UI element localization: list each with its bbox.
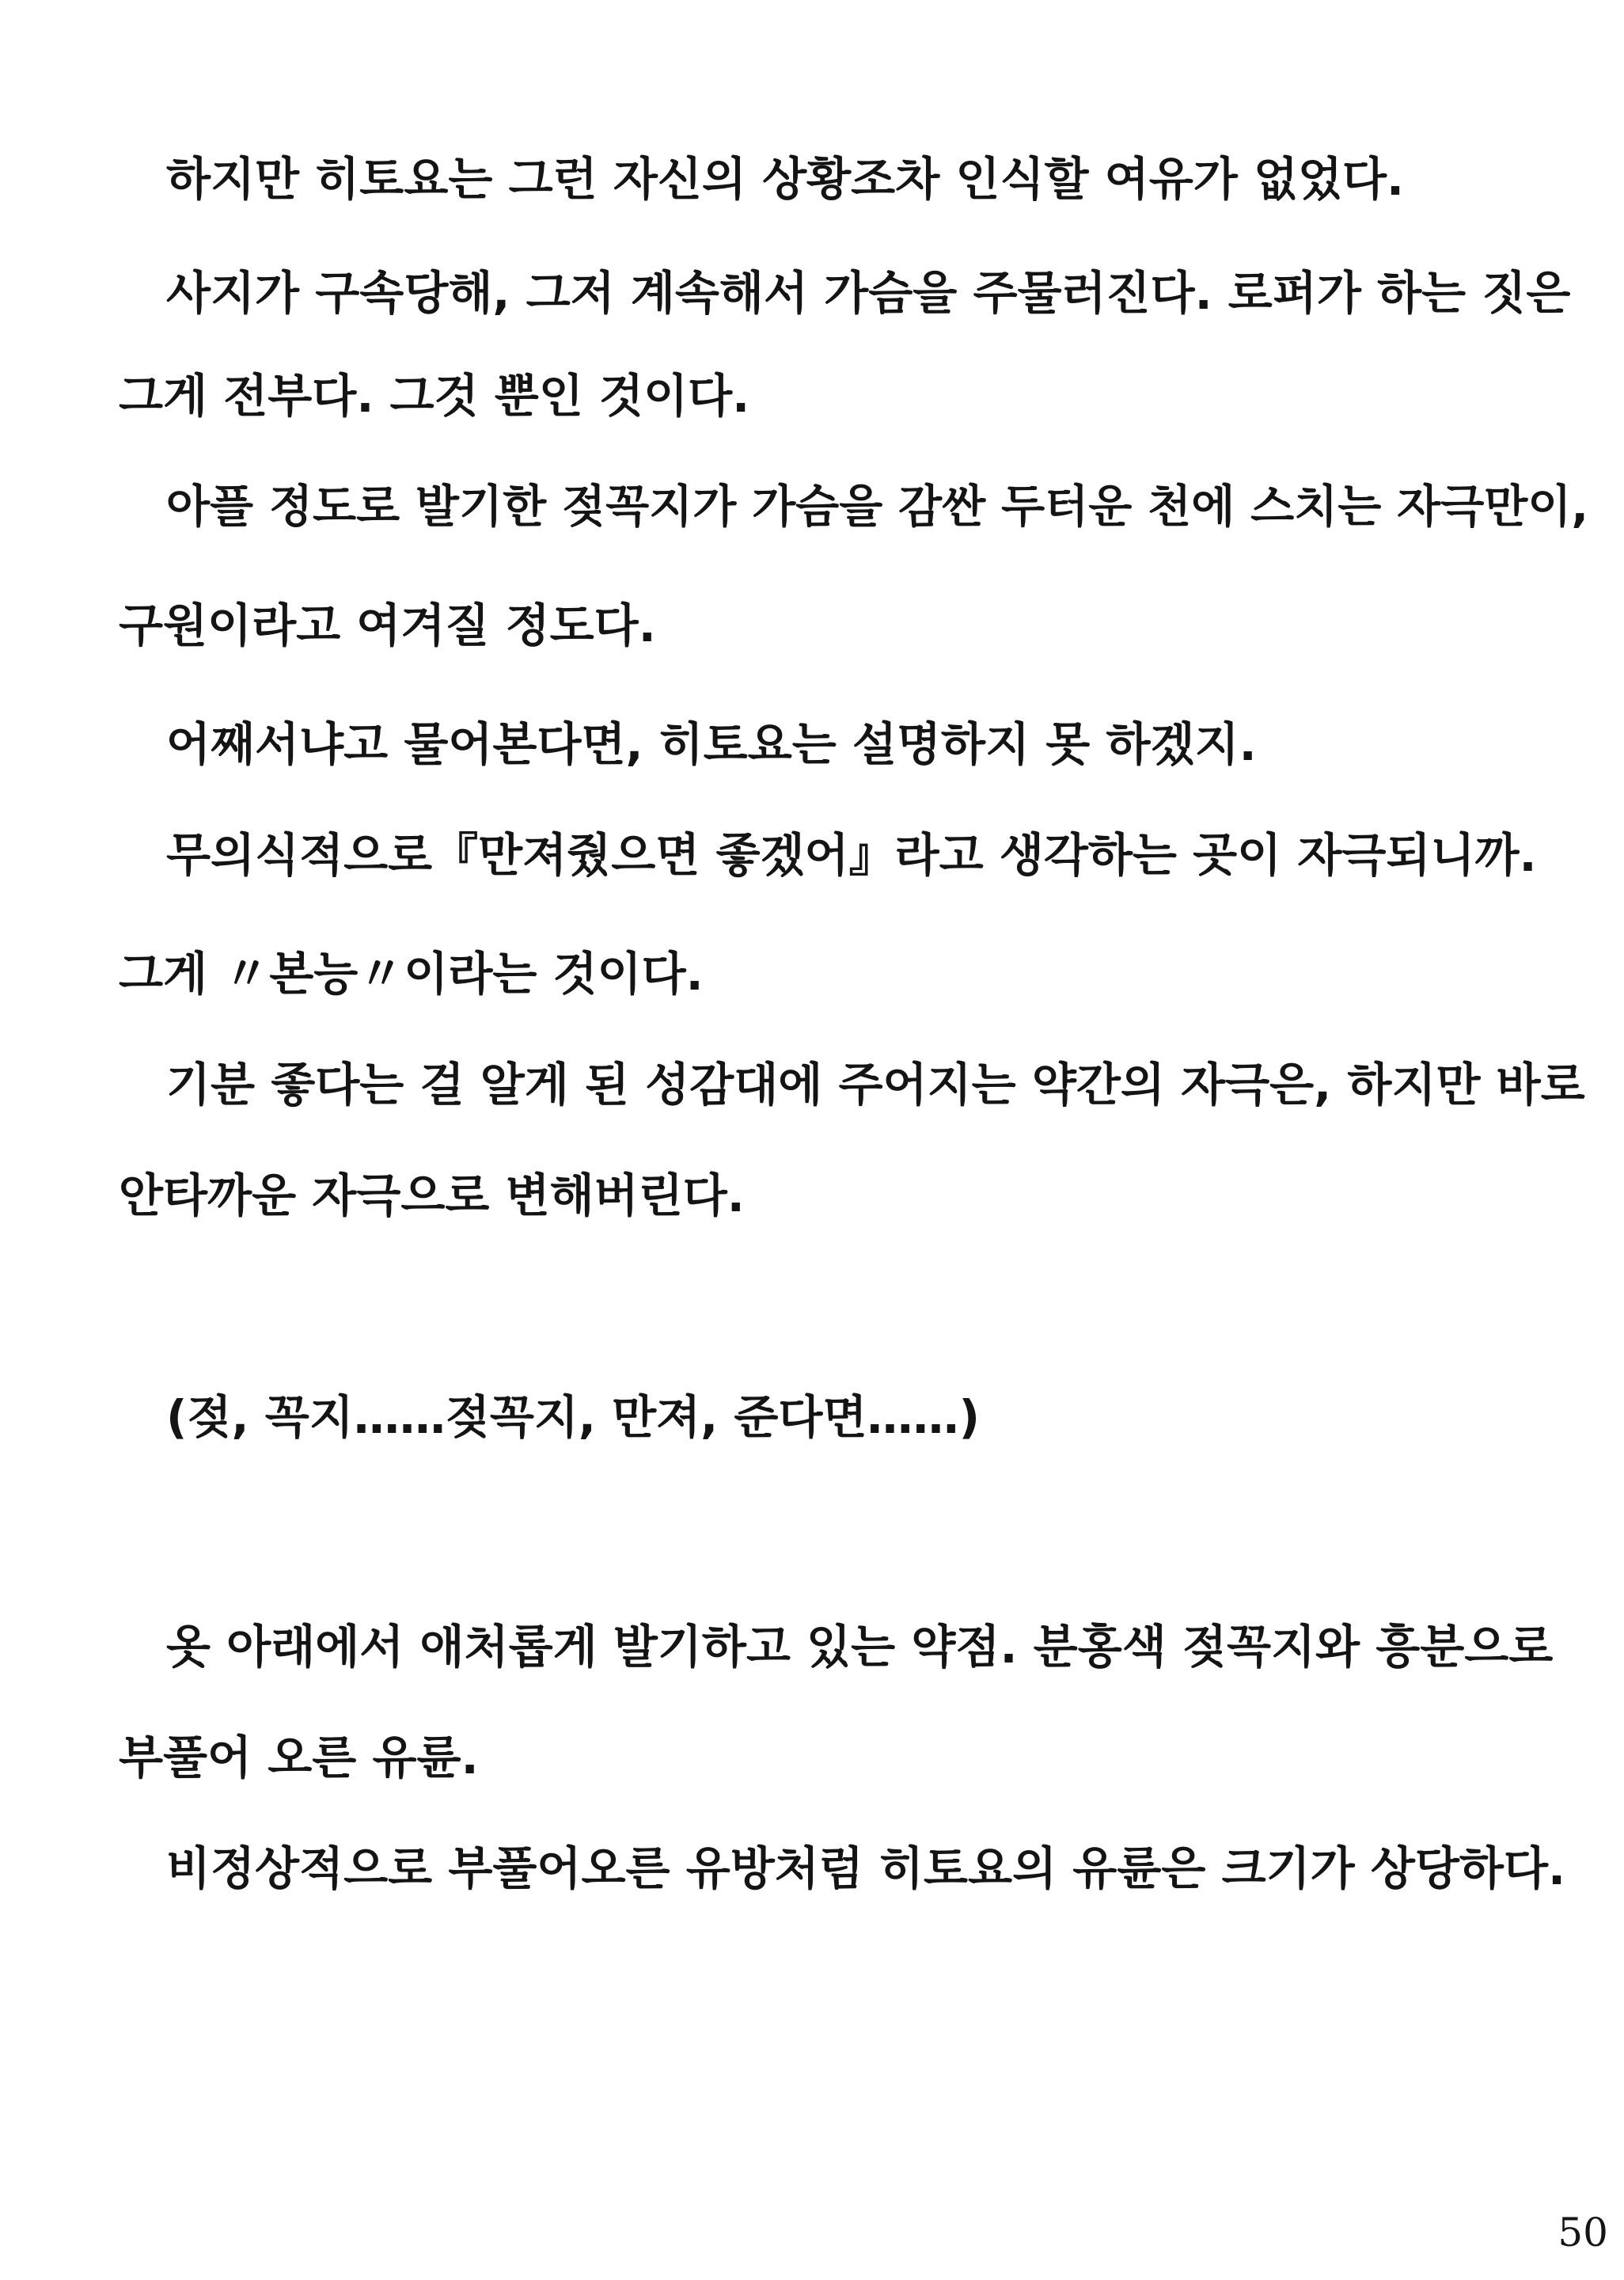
text-line-10: 안타까운 자극으로 변해버린다. xyxy=(119,1168,745,1222)
text-line-9: 기분 좋다는 걸 알게 된 성감대에 주어지는 약간의 자극은, 하지만 바로 xyxy=(166,1058,1585,1112)
text-line-8: 그게 〃본능〃이라는 것이다. xyxy=(119,947,704,1001)
text-line-12: 옷 아래에서 애처롭게 발기하고 있는 약점. 분홍색 젖꼭지와 흥분으로 xyxy=(166,1620,1554,1674)
text-line-1: 하지만 히토요는 그런 자신의 상황조차 인식할 여유가 없었다. xyxy=(166,152,1405,206)
text-line-4: 아플 정도로 발기한 젖꼭지가 가슴을 감싼 두터운 천에 스치는 자극만이, xyxy=(166,481,1589,533)
text-line-6: 어째서냐고 물어본다면, 히토요는 설명하지 못 하겠지. xyxy=(166,717,1257,771)
page-number: 50 xyxy=(1558,2210,1608,2255)
text-line-13: 부풀어 오른 유륜. xyxy=(119,1731,479,1784)
text-line-3: 그게 전부다. 그것 뿐인 것이다. xyxy=(119,369,750,423)
text-line-7: 무의식적으로『만져줬으면 좋겠어』라고 생각하는 곳이 자극되니까. xyxy=(166,828,1537,882)
text-line-5: 구원이라고 여겨질 정도다. xyxy=(119,598,656,652)
text-line-2: 사지가 구속당해, 그저 계속해서 가슴을 주물러진다. 로퍼가 하는 짓은 xyxy=(166,266,1571,320)
text-line-11: (젖, 꼭지……젖꼭지, 만져, 준다면……) xyxy=(166,1390,981,1444)
text-line-14: 비정상적으로 부풀어오른 유방처럼 히토요의 유륜은 크기가 상당하다. xyxy=(166,1841,1566,1895)
